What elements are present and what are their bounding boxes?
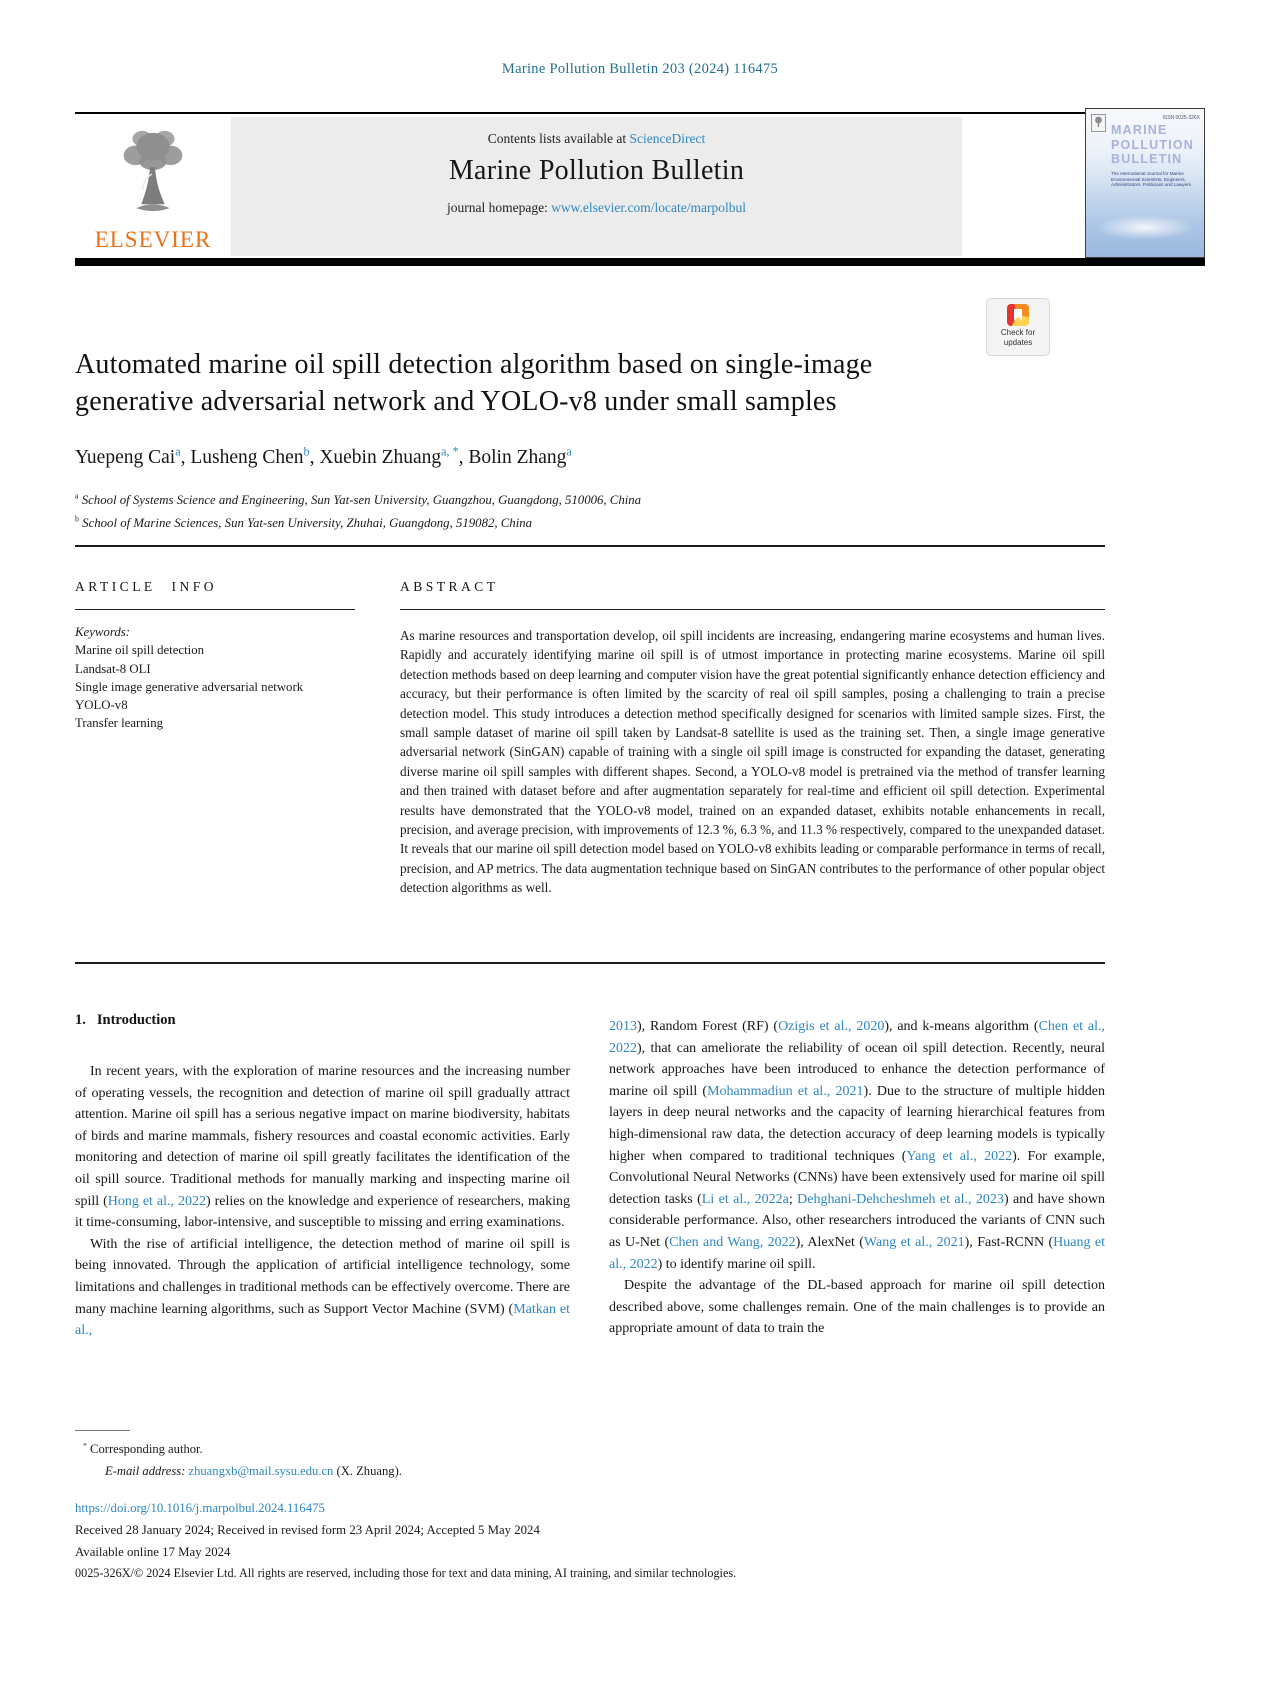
article-info-rule [75,609,355,610]
italic-text: E-mail address: [105,1464,186,1478]
cover-tagline: The International Journal for Marine Environmental Scientists, Engineers, Administrators, Politicians and Lawyers [1111,171,1191,188]
paragraph: With the rise of artificial intelligence, the detection method of marine oil spill is being innovated. Through the application of artificial intelligence technology, some limitations and challenges in traditional methods can be effectively overcome. There are many machine learning algorithms, such as Support Vector Machine (SVM) (Matkan et al., [75,1236,570,1339]
homepage-text: journal homepage: [446,200,552,215]
contents-line [231,117,962,147]
journal-banner [231,117,962,256]
link[interactable]: Li et al., 2022a [701,1191,789,1207]
footnote-lines [75,1438,615,1482]
footnote-rule [75,1430,130,1431]
paragraph: * Corresponding author. [83,1440,203,1456]
list-item: Marine oil spill detection [75,643,205,658]
link[interactable]: Chen et al., 2022 [609,1019,1106,1056]
link[interactable]: Mohammadiun et al., 2021 [707,1083,864,1099]
journal-cover-thumbnail[interactable] [1085,108,1205,258]
author-affiliation-superscript[interactable]: a [566,444,572,459]
body-column-right [609,1016,1105,1340]
body-column-left [75,1061,570,1342]
link[interactable]: Dehghani-Dehcheshmeh et al., 2023 [797,1191,1004,1207]
article-title: Automated marine oil spill detection algorithm based on single-image generative adversarial network and YOLO-v8 under small samples [75,349,873,417]
section-divider [75,545,1105,547]
crossmark-icon [1007,304,1029,326]
list-item: Transfer learning [75,716,164,731]
link[interactable]: Matkan et al., [75,1301,570,1339]
elsevier-tree-icon [109,123,197,221]
homepage-line [231,200,962,216]
abstract-heading: ABSTRACT [400,579,499,594]
badge-label [987,328,1049,347]
cover-issn: ISSN 0025-326X [1162,115,1200,121]
superscript: b [75,514,79,524]
badge-label-line2: updates [1003,337,1033,347]
author-affiliation-superscript[interactable]: b [303,444,310,459]
cover-elsevier-logo-icon [1091,114,1106,132]
italic-text: School of Marine Sciences, Sun Yat-sen University, Zhuhai, Guangdong, 519082, China [78,516,533,530]
section-heading-introduction [75,1012,176,1029]
elsevier-logo[interactable] [75,117,231,256]
abstract-rule [400,609,1105,610]
cover-title [1111,123,1194,167]
received-line: Received 28 January 2024; Received in revised form 23 April 2024; Accepted 5 May 2024 [75,1522,540,1537]
journal-homepage-link[interactable]: www.elsevier.com/locate/marpolbul [551,200,747,215]
author-affiliation-superscript[interactable]: a [175,444,181,459]
list-item: YOLO-v8 [75,698,128,713]
paragraph: Despite the advantage of the DL-based approach for marine oil spill detection described above, some challenges remain. One of the main challenges is to provide an appropriate amount of data to train the [609,1278,1105,1337]
article-info-heading: ARTICLE INFO [75,579,218,594]
link[interactable]: Chen and Wang, 2022 [669,1234,796,1250]
list-item: BULLETIN [1111,152,1183,166]
list-item: Landsat-8 OLI [75,661,151,676]
top-divider [75,112,1205,114]
paragraph: In recent years, with the exploration of marine resources and the increasing number of operating vessels, the recognition and detection of marine oil spill gradually attract attention. Marine oil spill has a serious negative impact on marine biodiversity, habitats of birds and marine mammals, fishery resources and coastal economic activities. Early monitoring and detection of marine oil spill greatly facilitates the identification of the oil spill source. Traditional methods for manually marking and inspecting marine oil spill (Hong et al., 2022) relies on the knowledge and experience of researchers, making it time-consuming, labor-intensive, and susceptible to missing and erring examinations. [75,1064,571,1231]
paragraph: E-mail address: zhuangxb@mail.sysu.edu.cn (X. Zhuang). [105,1464,402,1478]
link[interactable]: https://doi.org/10.1016/j.marpolbul.2024.116475 [75,1501,325,1515]
affiliations [75,489,641,535]
available-online-line: Available online 17 May 2024 [75,1544,231,1559]
link[interactable]: zhuangxb@mail.sysu.edu.cn [188,1464,334,1478]
link[interactable]: Huang et al., 2022 [609,1234,1105,1272]
link[interactable]: Wang et al., 2021 [863,1234,965,1250]
paragraph: 2013), Random Forest (RF) (Ozigis et al., 2020), and k-means algorithm (Chen et al., 2022), that can ameliorate the reliability of ocean oil spill detection. Recently, neural network approaches have been introduced to enhance the detection performance of marine oil spill (Mohammadiun et al., 2021). Due to the structure of multiple hidden layers in deep neural networks and the capacity of learning hierarchical features from high-dimensional raw data, the detection accuracy of deep learning models is typically higher when compared to traditional techniques (Yang et al., 2022). For example, Convolutional Neural Networks (CNNs) have been extensively used for marine oil spill detection tasks (Li et al., 2022a; Dehghani-Dehcheshmeh et al., 2023) and have shown considerable performance. Also, other researchers introduced the variants of CNN such as U-Net (Chen and Wang, 2022), AlexNet (Wang et al., 2021), Fast-RCNN (Huang et al., 2022) to identify marine oil spill. [609,1019,1106,1272]
copyright-line: 0025-326X/© 2024 Elsevier Ltd. All rights are reserved, including those for text and data mining, AI training, and similar technologies. [75,1566,737,1581]
sciencedirect-link[interactable]: ScienceDirect [629,131,706,146]
elsevier-wordmark: ELSEVIER [94,227,212,252]
keywords-list [75,641,385,732]
check-updates-badge[interactable] [986,298,1050,356]
abstract-bottom-divider [75,962,1105,964]
section-title: Introduction [96,1012,176,1028]
bookmark-icon [1014,309,1022,321]
contents-text: Contents lists available at [487,131,630,146]
link[interactable]: Yang et al., 2022 [906,1148,1013,1164]
link[interactable]: Hong et al., 2022 [107,1193,206,1209]
section-number: 1. [75,1012,86,1028]
keywords-label: Keywords: [75,625,130,639]
doi-line [75,1498,1135,1520]
paragraph [75,489,641,512]
link[interactable]: 2013 [609,1019,637,1034]
abstract-text: As marine resources and transportation develop, oil spill incidents are increasing, endangering marine ecosystems and human lives. Rapidly and accurately identifying marine oil spill is of utmost importance in protecting marine ecosystems. Marine oil spill detection methods based on deep learning and computer vision have the great potential significantly enhance detection efficiency and accuracy, but their performance is often limited by the scarcity of real oil spill samples, posing a challenging to train a precise detection model. This study introduces a detection method specifically designed for scenarios with limited sample sizes. First, the small sample dataset of marine oil spill taken by Landsat-8 satellite is used as the training set. Then, a single image generative adversarial network (SinGAN) capable of training with a single oil spill image is constructed for expanding the dataset, generating diverse marine oil spill samples with different shapes. Second, a YOLO-v8 model is pretrained via the method of transfer learning and then trained with dataset before and after augmentation separately for real-time and efficient oil spill detection. Experimental results have demonstrated that the YOLO-v8 model, trained on an expanded dataset, exhibits notable enhancements in recall, precision, and average precision, with improvements of 12.3 %, 6.3 %, and 11.3 % respectively, compared to the unexpanded dataset. It reveals that our marine oil spill detection model based on YOLO-v8 exhibits leading or comparable performance in terms of recall, precision, and AP metrics. The data augmentation technique based on SinGAN contributes to the performance of other popular object detection algorithms as well. [400,628,1105,896]
author-list: Yuepeng Cai$^a$, Lusheng Chen$^b$, Xuebin Zhuang$^{a, *}$, Bolin Zhang$^a$ [75,444,572,468]
footnote-block [75,1430,615,1482]
italic-text: School of Systems Science and Engineering, Sun Yat-sen University, Guangzhou, Guangdong, 510006, China [78,493,642,507]
badge-label-line1: Check for [1000,328,1036,337]
journal-title: Marine Pollution Bulletin [448,155,745,186]
banner-divider-bar [75,258,1205,266]
keywords-block [75,623,385,733]
author-affiliation-superscript[interactable]: a, * [441,444,459,459]
list-item: POLLUTION [1111,137,1195,152]
superscript: a [75,491,79,501]
superscript: * [83,1440,87,1450]
list-item: Single image generative adversarial network [75,679,304,694]
footer-block [75,1498,1135,1585]
journal-citation: Marine Pollution Bulletin 203 (2024) 116475 [501,61,779,77]
link[interactable]: Ozigis et al., 2020 [778,1019,885,1034]
paragraph [75,512,641,535]
list-item: MARINE [1111,123,1168,137]
